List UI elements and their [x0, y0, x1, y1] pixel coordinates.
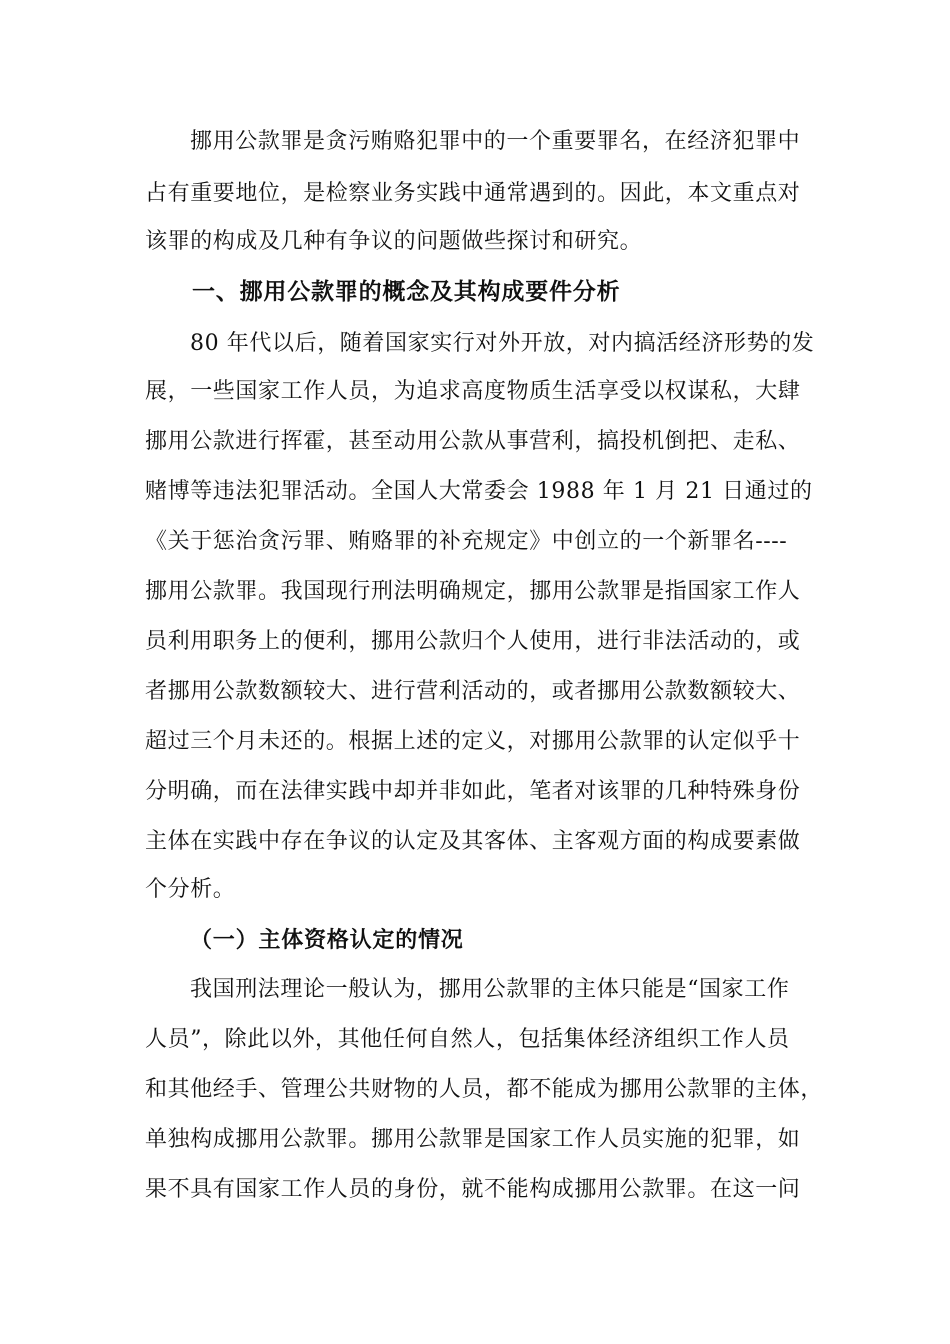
body-line-8: 者挪用公款数额较大、进行营利活动的，或者挪用公款数额较大、 — [145, 679, 801, 704]
body-line-6: 挪用公款罪。我国现行刑法明确规定，挪用公款罪是指国家工作人 — [145, 579, 801, 604]
subsection-line-1: 我国刑法理论一般认为，挪用公款罪的主体只能是“国家工作 — [190, 977, 790, 1002]
body-line-12: 个分析。 — [145, 877, 236, 902]
body-line-4: 赌博等违法犯罪活动。全国人大常委会 1988 年 1 月 21 日通过的 — [145, 479, 813, 504]
subsection-line-2: 人员”，除此以外，其他任何自然人，包括集体经济组织工作人员 — [145, 1027, 790, 1052]
body-line-5: 《关于惩治贪污罪、贿赂罪的补充规定》中创立的一个新罪名---- — [145, 529, 788, 554]
body-line-7: 员利用职务上的便利，挪用公款归个人使用，进行非法活动的，或 — [145, 629, 801, 654]
subsection-line-5: 果不具有国家工作人员的身份，就不能构成挪用公款罪。在这一问 — [145, 1177, 801, 1202]
body-line-2: 展，一些国家工作人员，为追求高度物质生活享受以权谋私，大肆 — [145, 379, 801, 404]
intro-line-1: 挪用公款罪是贪污贿赂犯罪中的一个重要罪名，在经济犯罪中 — [190, 129, 801, 154]
intro-line-3: 该罪的构成及几种有争议的问题做些探讨和研究。 — [145, 229, 643, 254]
body-line-3: 挪用公款进行挥霍，甚至动用公款从事营利，搞投机倒把、走私、 — [145, 429, 801, 454]
body-line-10: 分明确，而在法律实践中却并非如此，笔者对该罪的几种特殊身份 — [145, 779, 801, 804]
subsection-heading-1: （一）主体资格认定的情况 — [190, 927, 464, 953]
body-line-9: 超过三个月未还的。根据上述的定义，对挪用公款罪的认定似乎十 — [145, 729, 801, 754]
subsection-line-4: 单独构成挪用公款罪。挪用公款罪是国家工作人员实施的犯罪，如 — [145, 1127, 801, 1152]
section-heading-1: 一、挪用公款罪的概念及其构成要件分析 — [192, 278, 621, 305]
body-line-1: 80 年代以后，随着国家实行对外开放，对内搞活经济形势的发 — [190, 331, 815, 356]
body-line-11: 主体在实践中存在争议的认定及其客体、主客观方面的构成要素做 — [145, 829, 801, 854]
intro-line-2: 占有重要地位，是检察业务实践中通常遇到的。因此，本文重点对 — [145, 181, 801, 206]
subsection-line-3: 和其他经手、管理公共财物的人员，都不能成为挪用公款罪的主体， — [145, 1077, 824, 1102]
